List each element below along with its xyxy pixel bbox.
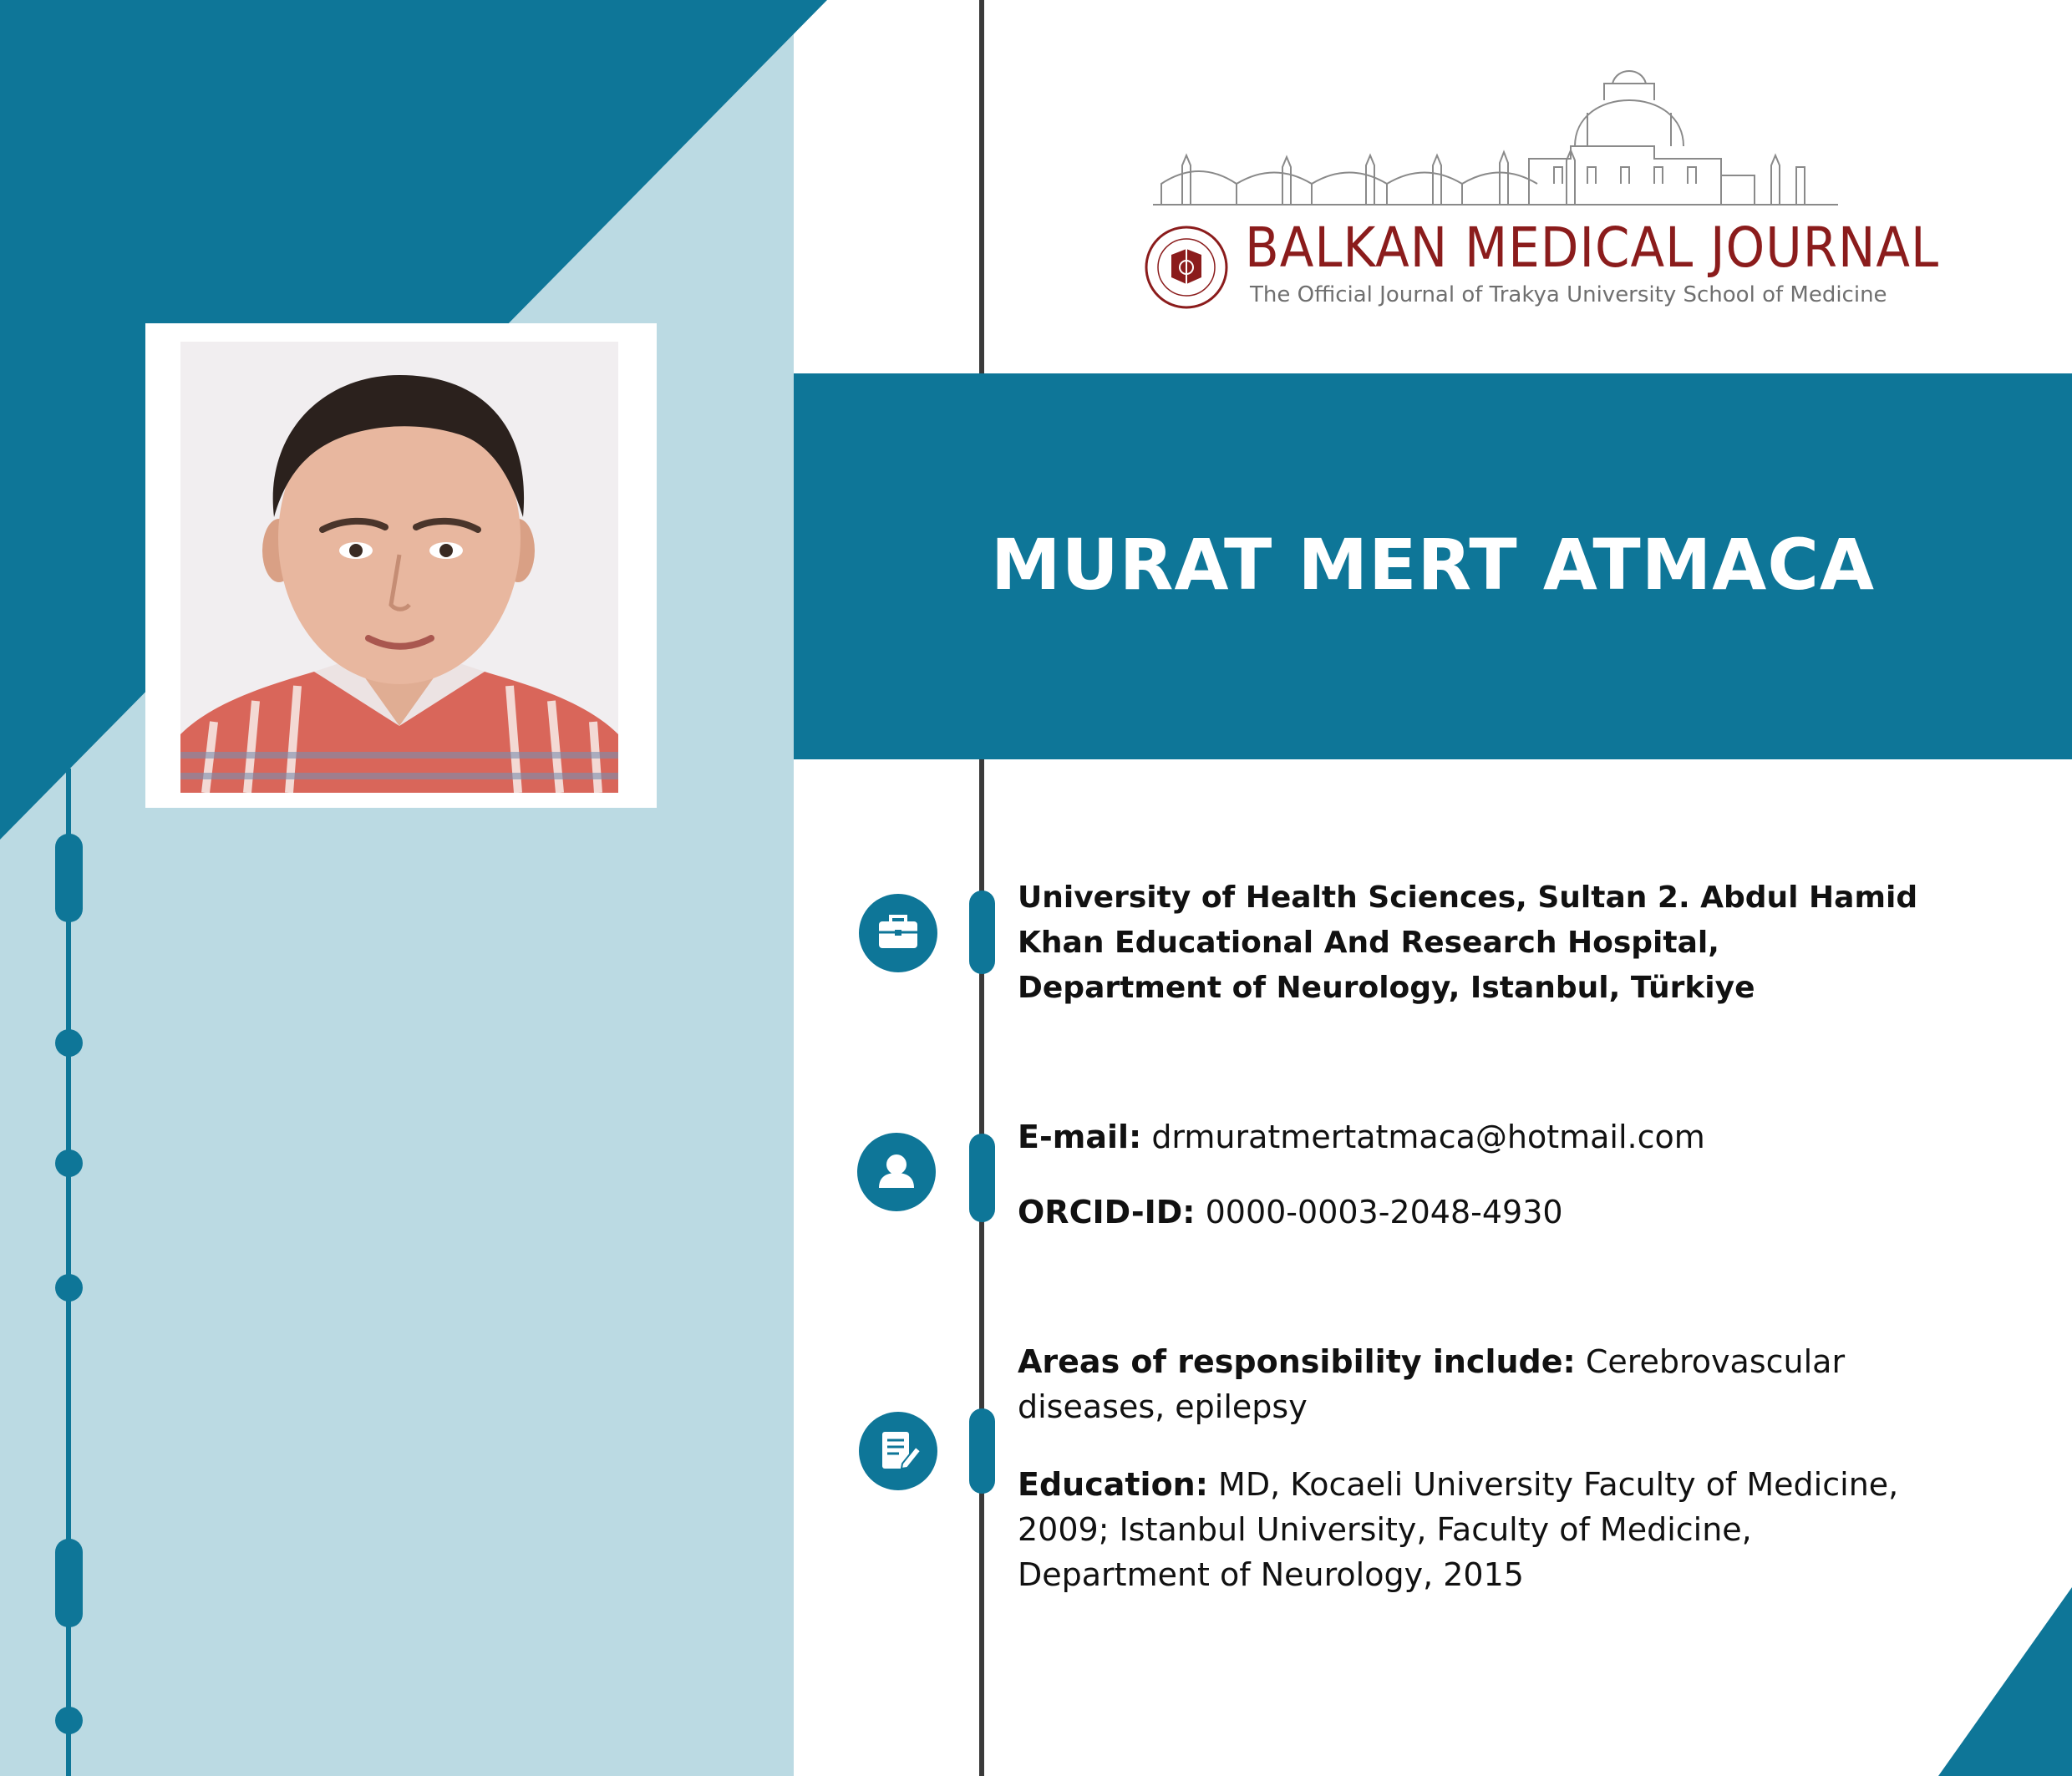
orcid-value[interactable]: 0000-0003-2048-4930 — [1205, 1194, 1563, 1231]
responsibility-label: Areas of responsibility include: — [1018, 1343, 1576, 1380]
briefcase-icon — [859, 894, 937, 972]
education-label: Education: — [1018, 1466, 1208, 1503]
left-timeline-pill — [55, 834, 83, 922]
responsibility-value: Cerebrovascular diseases, epilepsy — [1018, 1343, 1846, 1425]
timeline-marker — [969, 1134, 995, 1222]
left-timeline-dot — [55, 1274, 83, 1302]
responsibility-row — [1018, 1339, 1903, 1429]
user-icon — [857, 1133, 936, 1211]
left-timeline-dot — [55, 1029, 83, 1057]
journal-logo — [1136, 67, 1855, 317]
center-divider-top — [979, 0, 984, 373]
education-row — [1018, 1462, 1903, 1597]
timeline-marker — [969, 1408, 995, 1494]
left-timeline-dot — [55, 1707, 83, 1734]
journal-title: BALKAN MEDICAL JOURNAL — [1245, 216, 1940, 280]
email-row — [1018, 1114, 1903, 1159]
journal-subtitle: The Official Journal of Trakya University School of Medicine — [1250, 282, 1887, 307]
email-value[interactable]: drmuratmertatmaca@hotmail.com — [1151, 1119, 1705, 1155]
education-value: MD, Kocaeli University Faculty of Medicine, 2009; Istanbul University, Faculty of Medicine, Department of Neurology, 2015 — [1018, 1466, 1899, 1593]
affiliation-text: University of Health Sciences, Sultan 2. Abdul Hamid Khan Educational And Research Hospital, Department of Neurology, Istanbul, Türkiye — [1018, 880, 1918, 1005]
portrait-photo — [180, 342, 618, 793]
email-label: E-mail: — [1018, 1119, 1142, 1155]
orcid-row — [1018, 1190, 1903, 1235]
timeline-marker — [969, 891, 995, 974]
name-banner — [794, 373, 2072, 759]
left-timeline-dot — [55, 1149, 83, 1177]
orcid-label: ORCID-ID: — [1018, 1194, 1196, 1231]
portrait-frame — [145, 323, 657, 808]
document-edit-icon — [859, 1412, 937, 1490]
left-timeline-pill — [55, 1539, 83, 1627]
person-name: MURAT MERT ATMACA — [991, 524, 1875, 606]
corner-decor-triangle — [1938, 1587, 2072, 1776]
